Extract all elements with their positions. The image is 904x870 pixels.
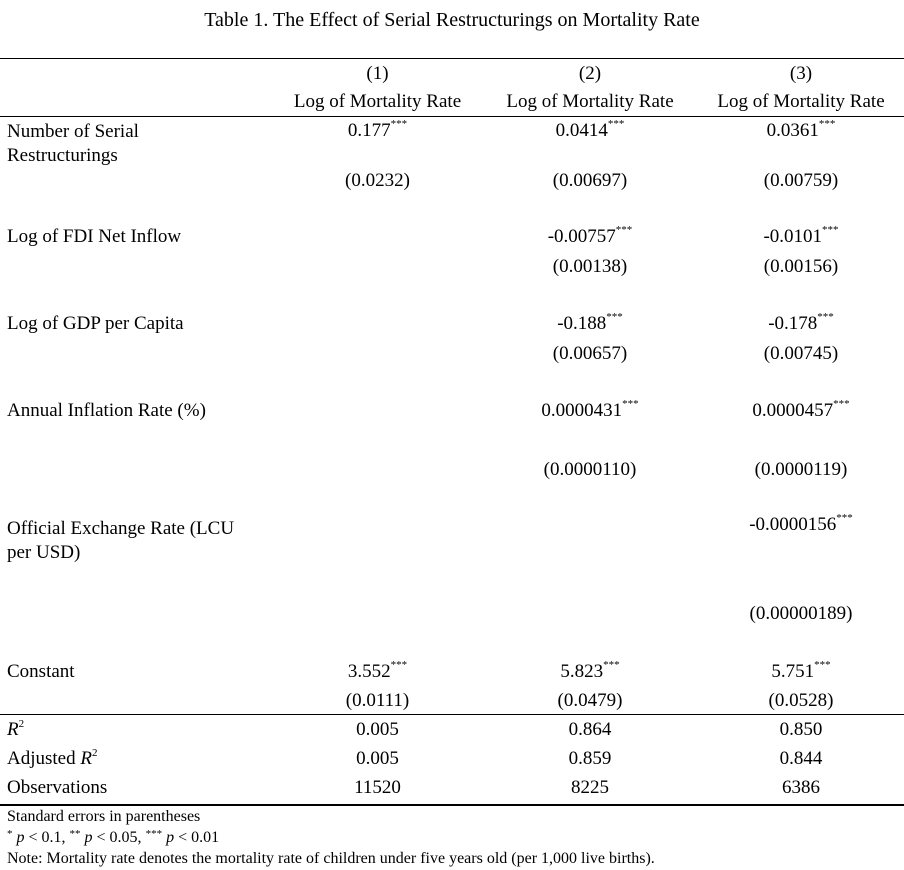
sig-threshold-1: < 0.1, (24, 829, 70, 846)
row-label-exchange-line1: Official Exchange Rate (LCU (7, 518, 235, 539)
se-constant-2: (0.0479) (557, 690, 623, 711)
se-constant-3: (0.0528) (768, 690, 834, 711)
se-gdp-2: (0.00657) (552, 343, 628, 364)
coef-constant-3: 5.751*** (771, 659, 831, 682)
se-serial-1: (0.0232) (345, 170, 410, 191)
note-mortality-definition: Note: Mortality rate denotes the mortality rate of children under five years old (per 1,000 live births). (7, 850, 655, 867)
adj-r2-2: 0.859 (568, 748, 612, 769)
coef-serial-2: 0.0414*** (555, 118, 625, 141)
row-label-serial-line2: Restructurings (7, 145, 118, 166)
se-serial-3: (0.00759) (763, 170, 839, 191)
row-label-exchange (7, 517, 234, 565)
se-fdi-2: (0.00138) (552, 256, 628, 277)
row-label-serial-line1: Number of Serial (7, 121, 139, 142)
row-label-gdp: Log of GDP per Capita (7, 313, 184, 334)
coef-exchange-3: -0.0000156*** (749, 512, 853, 535)
se-inflation-3: (0.0000119) (754, 459, 848, 480)
coef-fdi-2: -0.00757*** (547, 224, 633, 247)
row-label-adj-r2: Adjusted $R^2$ (7, 747, 98, 769)
obs-1: 11520 (354, 777, 401, 798)
obs-3: 6386 (782, 777, 820, 798)
column-number-2: (2) (578, 63, 602, 84)
se-serial-2: (0.00697) (552, 170, 628, 191)
row-label-fdi: Log of FDI Net Inflow (7, 226, 182, 247)
table-title: Table 1. The Effect of Serial Restructurings on Mortality Rate (204, 9, 700, 31)
adj-r2-1: 0.005 (356, 748, 399, 769)
row-label-constant: Constant (7, 661, 75, 682)
obs-2: 8225 (571, 777, 609, 798)
row-label-observations: Observations (7, 777, 108, 798)
note-significance: * p < 0.1, ** p < 0.05, *** p < 0.01 (7, 828, 220, 846)
adj-r2-3: 0.844 (779, 748, 823, 769)
bottom-rule (0, 804, 904, 806)
stats-rule (0, 714, 904, 715)
se-constant-1: (0.0111) (345, 690, 410, 711)
column-label-2: Log of Mortality Rate (506, 91, 674, 112)
row-label-inflation: Annual Inflation Rate (%) (7, 400, 206, 421)
column-number-1: (1) (366, 63, 389, 84)
column-label-1: Log of Mortality Rate (293, 91, 462, 112)
r2-3: 0.850 (779, 719, 823, 740)
note-standard-errors: Standard errors in parentheses (7, 808, 201, 825)
header-rule (0, 116, 904, 117)
column-label-3: Log of Mortality Rate (717, 91, 885, 112)
row-label-exchange-line2: per USD) (7, 542, 81, 563)
coef-constant-1: 3.552*** (347, 659, 408, 682)
coef-serial-1: 0.177*** (347, 118, 408, 141)
se-gdp-3: (0.00745) (763, 343, 839, 364)
row-label-r2: $R^2$ (7, 718, 25, 740)
coef-fdi-3: -0.0101*** (763, 224, 839, 247)
se-fdi-3: (0.00156) (763, 256, 839, 277)
top-rule (0, 58, 904, 59)
coef-constant-2: 5.823*** (560, 659, 620, 682)
coef-gdp-3: -0.178*** (768, 311, 834, 334)
coef-serial-3: 0.0361*** (766, 118, 836, 141)
column-number-3: (3) (789, 63, 813, 84)
row-label-serial (7, 120, 139, 168)
se-exchange-3: (0.00000189) (749, 603, 853, 624)
se-inflation-2: (0.0000110) (543, 459, 637, 480)
r2-2: 0.864 (568, 719, 612, 740)
r2-1: 0.005 (356, 719, 399, 740)
coef-gdp-2: -0.188*** (557, 311, 623, 334)
coef-inflation-2: 0.0000431*** (541, 398, 639, 421)
coef-inflation-3: 0.0000457*** (752, 398, 850, 421)
